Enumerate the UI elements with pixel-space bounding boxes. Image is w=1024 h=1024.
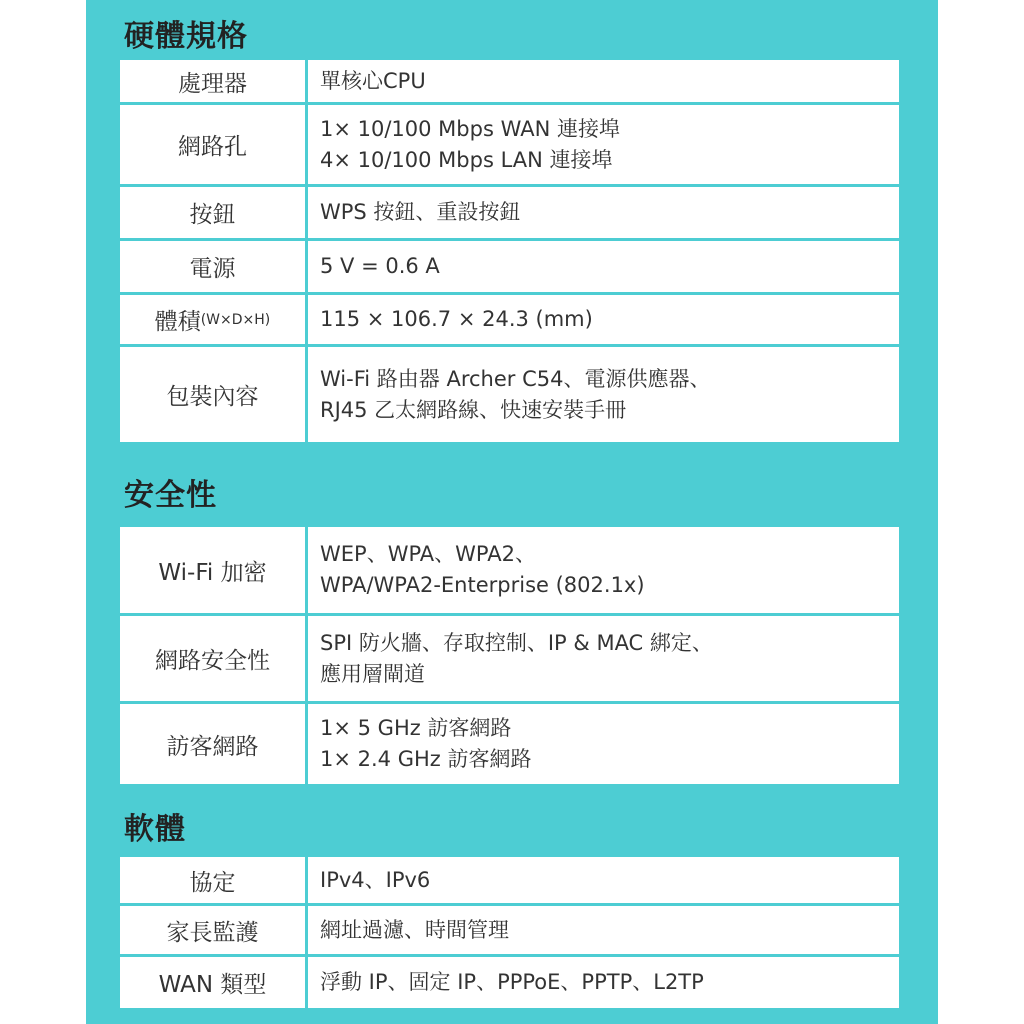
spec-label: 包裝內容	[120, 347, 305, 442]
spec-row-wifi-encryption	[118, 527, 901, 613]
spec-row-dimensions	[118, 295, 901, 344]
spec-value	[308, 957, 899, 1008]
spec-value-line: 網址過濾、時間管理	[320, 917, 509, 942]
spec-table-software	[118, 855, 901, 1010]
spec-value-line: 1× 5 GHz 訪客網路	[320, 716, 512, 740]
section-title-security: 安全性	[124, 478, 217, 513]
spec-label: 網路安全性	[120, 616, 305, 701]
spec-value-line: 1× 10/100 Mbps WAN 連接埠	[320, 116, 620, 141]
spec-row-processor	[118, 60, 901, 102]
section-title-hardware: 硬體規格	[124, 19, 248, 54]
spec-value	[308, 187, 899, 238]
spec-value	[308, 241, 899, 292]
spec-value-line: IPv4、IPv6	[320, 867, 431, 892]
spec-label	[120, 295, 305, 344]
spec-row-wan-type	[118, 957, 901, 1008]
spec-value-line: 1× 2.4 GHz 訪客網路	[320, 747, 532, 771]
spec-value	[308, 616, 899, 701]
spec-value-line: WPS 按鈕、重設按鈕	[320, 200, 521, 224]
spec-value	[308, 105, 899, 184]
spec-label: 按鈕	[120, 187, 305, 238]
spec-value-line: 4× 10/100 Mbps LAN 連接埠	[320, 147, 613, 172]
spec-value-line: 浮動 IP、固定 IP、PPPoE、PPTP、L2TP	[320, 970, 704, 994]
spec-value-line: 115 × 106.7 × 24.3 (mm)	[320, 307, 593, 331]
spec-label-text: 體積	[154, 309, 201, 335]
spec-label: 訪客網路	[120, 704, 305, 784]
spec-value	[308, 527, 899, 613]
spec-table-hardware	[118, 58, 901, 444]
spec-value	[308, 347, 899, 442]
spec-value-line: SPI 防火牆、存取控制、IP & MAC 綁定、	[320, 630, 713, 655]
spec-row-ports	[118, 105, 901, 184]
spec-label: 網路孔	[120, 105, 305, 184]
spec-row-buttons	[118, 187, 901, 238]
spec-value-line: 單核心CPU	[320, 68, 426, 93]
spec-value	[308, 857, 899, 903]
spec-row-guest-network	[118, 704, 901, 784]
spec-value-line: RJ45 乙太網路線、快速安裝手冊	[320, 397, 627, 422]
spec-row-network-security	[118, 616, 901, 701]
spec-value	[308, 60, 899, 102]
spec-value	[308, 704, 899, 784]
spec-row-package	[118, 347, 901, 442]
spec-label: 處理器	[120, 60, 305, 102]
spec-value-line: 應用層閘道	[320, 661, 425, 686]
spec-row-parental-control	[118, 906, 901, 954]
spec-table-security	[118, 525, 901, 786]
spec-value-line: WPA/WPA2-Enterprise (802.1x)	[320, 573, 645, 597]
spec-value-line: WEP、WPA、WPA2、	[320, 542, 536, 566]
section-title-software: 軟體	[124, 812, 186, 847]
spec-row-power	[118, 241, 901, 292]
spec-row-protocol	[118, 857, 901, 903]
spec-label: 電源	[120, 241, 305, 292]
spec-value-line: 5 V = 0.6 A	[320, 254, 440, 278]
spec-value	[308, 295, 899, 344]
spec-label: 協定	[120, 857, 305, 903]
spec-value	[308, 906, 899, 954]
spec-value-line: Wi-Fi 路由器 Archer C54、電源供應器、	[320, 366, 711, 391]
spec-label: WAN 類型	[120, 957, 305, 1008]
spec-label: 家長監護	[120, 906, 305, 954]
spec-label-suffix: (W×D×H)	[200, 311, 271, 328]
spec-label: Wi-Fi 加密	[120, 527, 305, 613]
